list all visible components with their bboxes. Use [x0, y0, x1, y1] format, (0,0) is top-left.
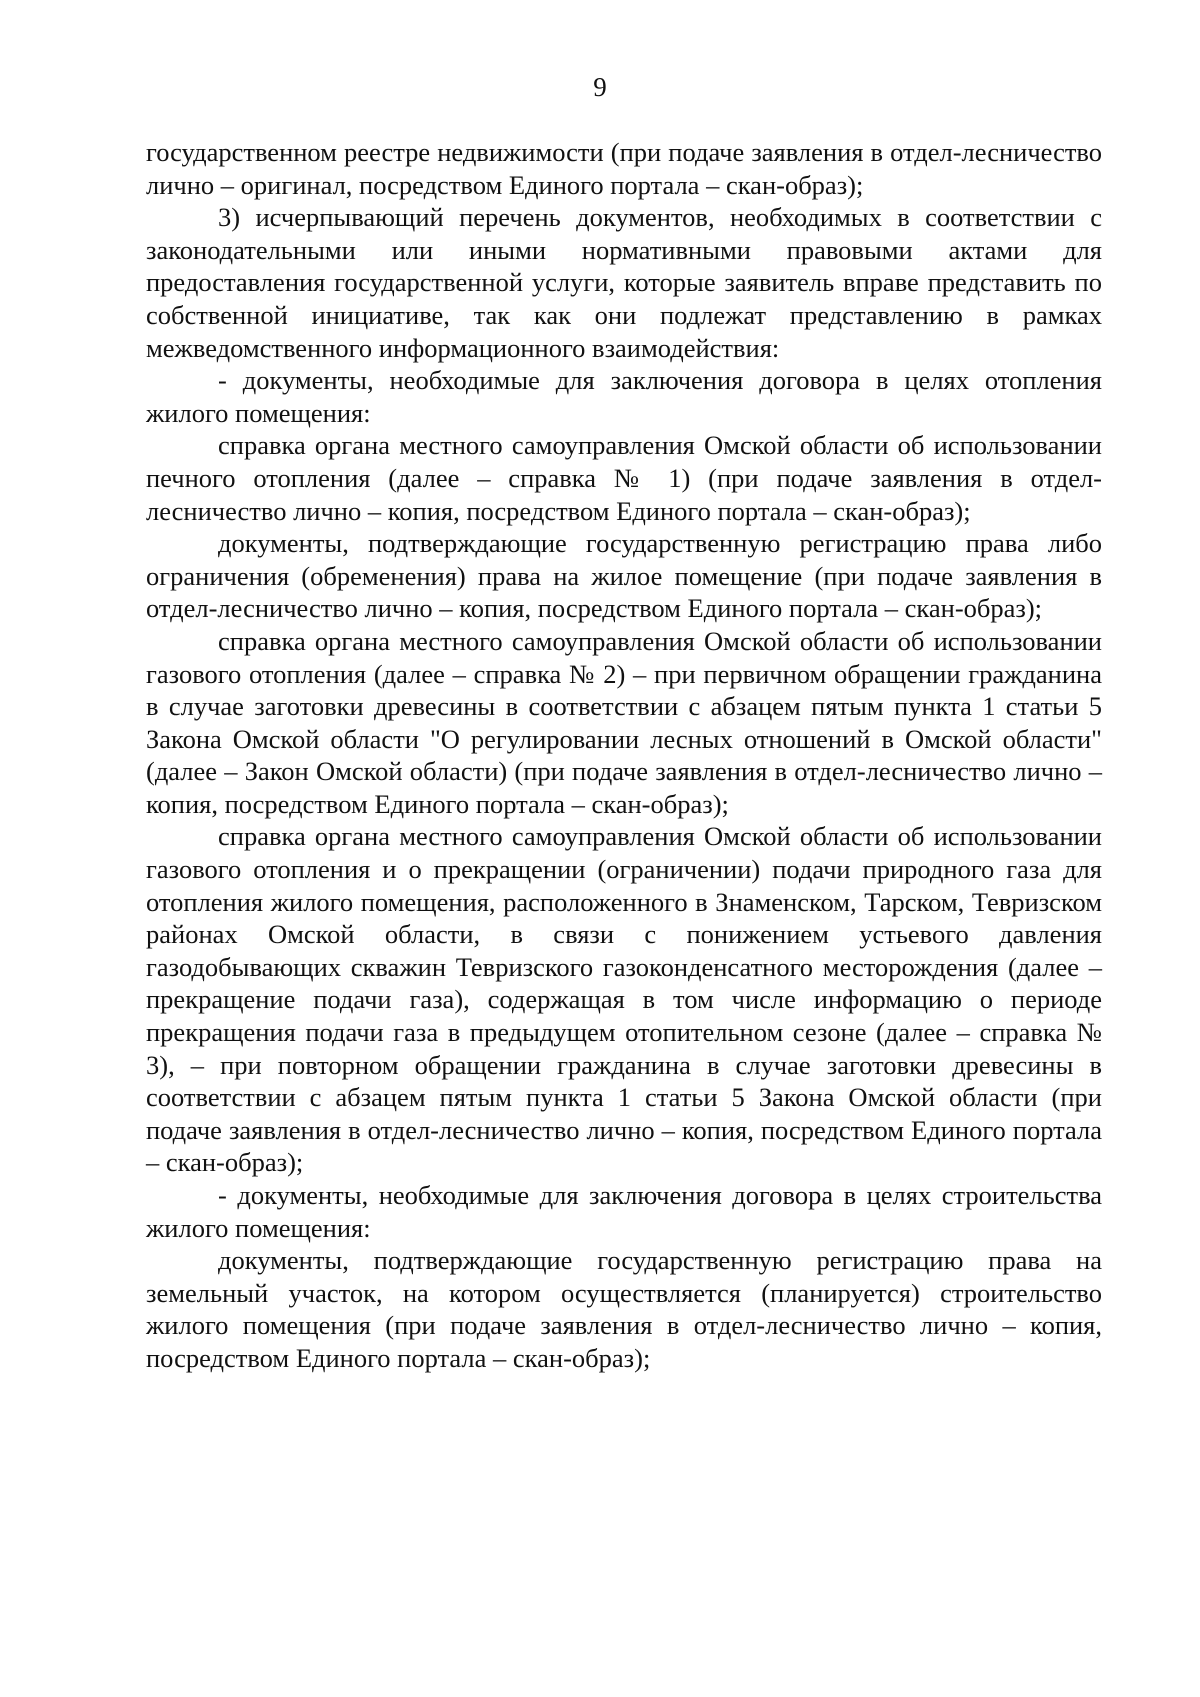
paragraph: справка органа местного самоуправления Омской области об использовании газового отопления (далее – справка № 2) – при первичном обращении гражданина в случае заготовки древесины в соответствии с абзацем пятым пункта 1 статьи 5 Закона Омской области "О регулировании лесных отношений в Омской области" (далее – Закон Омской области) (при подаче заявления в отдел-лесничество лично – копия, посредством Единого портала – скан-образ); [146, 625, 1102, 819]
paragraph: государственном реестре недвижимости (при подаче заявления в отдел-лесничество лично – оригинал, посредством Единого портала – скан-образ); [146, 137, 1102, 200]
paragraph: справка органа местного самоуправления Омской области об использовании печного отопления (далее – справка № 1) (при подаче заявления в отдел-лесничество лично – копия, посредством Единого портала – скан-образ); [146, 430, 1102, 526]
page-number: 9 [593, 72, 607, 102]
paragraph: документы, подтверждающие государственную регистрацию права либо ограничения (обременения) права на жилое помещение (при подаче заявления в отдел-лесничество лично – копия, посредством Единого портала – скан-образ); [146, 528, 1102, 624]
paragraph: 3) исчерпывающий перечень документов, необходимых в соответствии с законодательными или иными нормативными правовыми актами для предоставления государственной услуги, которые заявитель вправе представить по собственной инициативе, так как они подлежат представлению в рамках межведомственного информационного взаимодействия: [146, 202, 1102, 363]
paragraph: - документы, необходимые для заключения договора в целях отопления жилого помещения: [146, 365, 1102, 428]
paragraph: документы, подтверждающие государственную регистрацию права на земельный участок, на котором осуществляется (планируется) строительство жилого помещения (при подаче заявления в отдел-лесничество лично – копия, посредством Единого портала – скан-образ); [146, 1245, 1102, 1373]
document-body [146, 136, 1102, 1375]
paragraph: - документы, необходимые для заключения договора в целях строительства жилого помещения: [146, 1180, 1102, 1243]
paragraph: справка органа местного самоуправления Омской области об использовании газового отопления и о прекращении (ограничении) подачи природного газа для отопления жилого помещения, расположенного в Знаменском, Тарском, Тевризском районах Омской области, в связи с понижением устьевого давления газодобывающих скважин Тевризского газоконденсатного месторождения (далее – прекращение подачи газа), содержащая в том числе информацию о периоде прекращения подачи газа в предыдущем отопительном сезоне (далее – справка № 3), – при повторном обращении гражданина в случае заготовки древесины в соответствии с абзацем пятым пункта 1 статьи 5 Закона Омской области (при подаче заявления в отдел-лесничество лично – копия, посредством Единого портала – скан-образ); [146, 821, 1102, 1178]
